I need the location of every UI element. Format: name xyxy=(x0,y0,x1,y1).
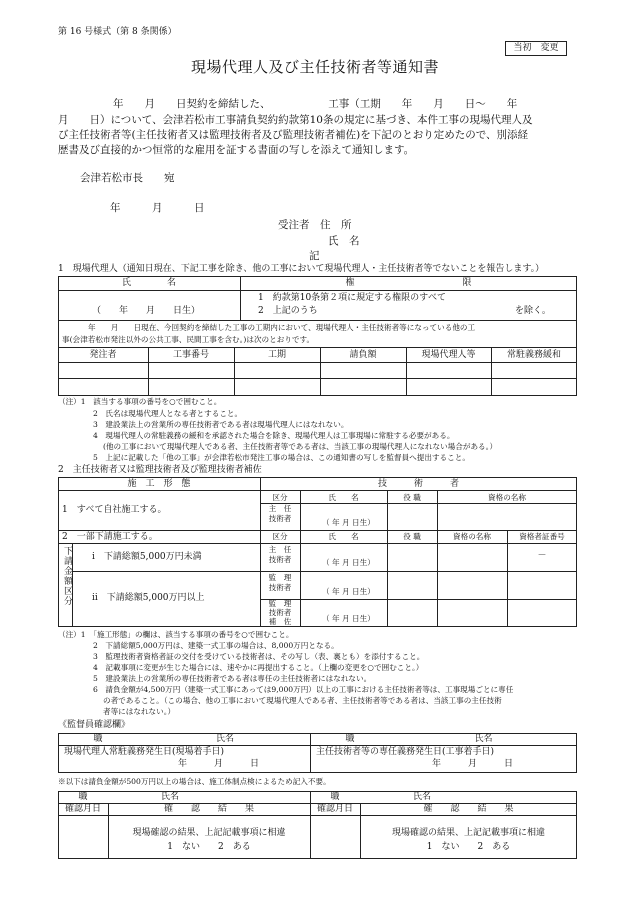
col-resident-relief: 常駐義務緩和 xyxy=(506,350,561,360)
ki-label: 記 xyxy=(309,250,320,262)
result-options-left[interactable]: 1 ない 2 ある xyxy=(167,842,251,852)
col-site-agent: 現場代理人等 xyxy=(421,350,476,360)
option-subcontract[interactable]: 2 一部下請施工する。 xyxy=(62,532,158,542)
resident-duty-date-label: 現場代理人常駐義務発生日(現場着手日) xyxy=(64,747,225,757)
birth-2[interactable]: （ 年 月 日生） xyxy=(322,558,375,567)
subcontract-amount-label: 下請金額区分 xyxy=(62,546,72,606)
section2-heading: 2 主任技術者又は監理技術者及び監理技術者補佐 xyxy=(58,465,262,475)
chief-engineer-label-2: 主 任 技術者 xyxy=(268,545,292,564)
status-options[interactable]: 当初 変更 xyxy=(505,41,567,56)
contractor-address-label: 受注者 住 所 xyxy=(278,219,352,231)
supervising-assistant-label: 監 理 技術者 補 佐 xyxy=(268,599,292,627)
qual-header-1: 資格の名称 xyxy=(488,493,526,502)
note1-1: （注）1 該当する事項の番号を○で囲むこと。 xyxy=(58,397,222,406)
inspection-name-right: 氏名 xyxy=(412,792,431,802)
inspection-post-left: 職 xyxy=(78,792,88,802)
supervisor-heading: 《監督員確認欄》 xyxy=(58,720,131,730)
supervising-engineer-label: 監 理 技術者 xyxy=(268,573,292,592)
result-text-left: 現場確認の結果、上記記載事項に相違 xyxy=(132,828,286,838)
authority-option-1[interactable]: 1 約款第10条第２項に規定する権限のすべて xyxy=(258,293,446,303)
form-number: 第 16 号様式（第 8 条関係） xyxy=(58,27,177,37)
addressee: 会津若松市長 宛 xyxy=(80,172,175,184)
check-result-header-right: 確 認 結 果 xyxy=(423,804,514,814)
date-line: 年 月 日 xyxy=(110,202,205,214)
col-amount: 請負額 xyxy=(349,350,377,360)
authority-option-2[interactable]: 2 上記のうち xyxy=(258,306,318,316)
check-result-header-left: 確 認 結 果 xyxy=(163,804,254,814)
note1-4: 4 現場代理人の常駐義務の緩和を承認された場合を除き、現場代理人は工事現場に常駐する必要がある。 xyxy=(93,431,455,440)
check-date-left: 確認月日 xyxy=(64,804,101,814)
contractor-name-label: 氏 名 xyxy=(328,235,360,247)
role-header-1: 役 職 xyxy=(403,493,421,502)
cert-dash: － xyxy=(537,551,547,561)
supervisor-post-right: 職 xyxy=(345,734,355,744)
other-work-line-1: 年 月 日現在、今回契約を締結した工事の工期内において、現場代理人・主任技術者等になっている他の工 xyxy=(88,323,476,332)
exclusive-duty-date[interactable]: 年 月 日 xyxy=(432,759,514,769)
col-work-number: 工事番号 xyxy=(172,350,209,360)
supervisor-post-left: 職 xyxy=(93,734,103,744)
qual-header-2: 資格の名称 xyxy=(453,532,491,541)
intro-line-3: び主任技術者等(主任技術者又は監理技術者及び監理技術者補佐)を下記のとおり定めたので、別添経 xyxy=(58,129,528,141)
col-period: 工期 xyxy=(267,350,286,360)
intro-line-4: 歴書及び直接的かつ恒常的な雇用を証する書面の写しを添えて通知します。 xyxy=(58,144,415,156)
note2-4: 4 記載事項に変更が生じた場合には、速やかに再提出すること。（上欄の変更を○で囲むこと。） xyxy=(93,663,424,672)
note2-3: 3 監理技術者資格者証の交付を受けている技術者は、その写し（表、裏とも）を添付すること。 xyxy=(93,652,425,661)
birth-3[interactable]: （ 年 月 日生） xyxy=(322,587,375,596)
inspection-name-left: 氏名 xyxy=(160,792,179,802)
engineer-header: 技 術 者 xyxy=(377,479,459,489)
supervisor-name-right: 氏名 xyxy=(474,734,493,744)
agent-birth[interactable]: （ 年 月 日生） xyxy=(92,306,201,316)
chief-engineer-label-1: 主 任 技術者 xyxy=(268,504,292,523)
intro-line-1: 年 月 日契約を締結した、 工事（工期 年 月 日～ 年 xyxy=(113,98,518,110)
birth-4[interactable]: （ 年 月 日生） xyxy=(322,614,375,623)
intro-line-2: 月 日）について、会津若松市工事請負契約約款第10条の規定に基づき、本件工事の現場代理人及 xyxy=(58,114,533,126)
supervisor-name-left: 氏名 xyxy=(215,734,234,744)
note2-5: 5 建設業法上の営業所の専任技術者である者は専任の主任技術者にはなれない。 xyxy=(93,674,372,683)
note2-1: （注）1 「施工形態」の欄は、該当する事項の番号を○で囲むこと。 xyxy=(58,630,294,639)
note1-2: 2 氏名は現場代理人となる者とすること。 xyxy=(93,409,243,418)
cert-header: 資格者証番号 xyxy=(519,532,565,541)
note1-4b: (他の工事において現場代理人である者、主任技術者等である者は、当該工事の現場代理人になれない場合がある。） xyxy=(103,442,498,451)
authority-exclude: を除く。 xyxy=(515,306,551,316)
agent-name-header: 氏 名 xyxy=(121,278,176,288)
form-header: 施 工 形 態 xyxy=(127,479,191,489)
name-header-2: 氏 名 xyxy=(328,532,359,541)
note2-6c: 者等にはなれない。） xyxy=(103,707,176,716)
inspection-note: ※以下は請負金額が500万円以上の場合は、施工体制点検によるため記入不要。 xyxy=(58,777,331,786)
exclusive-duty-date-label: 主任技術者等の専任義務発生日(工事着手日) xyxy=(316,747,495,757)
birth-1[interactable]: （ 年 月 日生） xyxy=(322,518,375,527)
result-options-right[interactable]: 1 ない 2 ある xyxy=(426,842,511,852)
option-self-construction[interactable]: 1 すべて自社施工する。 xyxy=(62,505,167,515)
note1-3: 3 建設業法上の営業所の専任技術者である者は現場代理人にはなれない。 xyxy=(93,420,349,429)
note1-5: 5 上記に記載した「他の工事」が会津若松市発注工事の場合は、この通知書の写しを監督員へ提出すること。 xyxy=(93,453,470,462)
name-header-1: 氏 名 xyxy=(328,493,359,502)
resident-duty-date[interactable]: 年 月 日 xyxy=(178,759,260,769)
note2-6b: の者であること。（この場合、他の工事において現場代理人である者、主任技術者等である者は、当該工事の主任技術 xyxy=(103,696,502,705)
note2-6: 6 請負金額が4,500万円（建築一式工事にあっては9,000万円）以上の工事における主任技術者等は、工事現場ごとに専任 xyxy=(93,685,514,694)
inspection-post-right: 職 xyxy=(330,792,340,802)
check-date-right: 確認月日 xyxy=(316,804,353,814)
role-header-2: 役 職 xyxy=(403,532,421,541)
option-over-50m[interactable]: ⅱ 下請総額5,000万円以上 xyxy=(92,593,205,603)
section1-heading: 1 現場代理人（通知日現在、下記工事を除き、他の工事において現場代理人・主任技術者等でないことを報告します。） xyxy=(58,264,545,274)
agent-authority-header: 権 限 xyxy=(345,278,472,288)
kubun-header-2: 区分 xyxy=(272,532,288,541)
col-orderer: 発注者 xyxy=(89,350,117,360)
kubun-header-1: 区分 xyxy=(272,493,288,502)
option-under-50m[interactable]: ⅰ 下請総額5,000万円未満 xyxy=(92,552,202,562)
note2-2: 2 下請総額5,000万円は、建築一式工事の場合は、8,000万円となる。 xyxy=(93,641,339,650)
document-title: 現場代理人及び主任技術者等通知書 xyxy=(190,58,439,76)
other-work-line-2: 事(会津若松市発注以外の公共工事、民間工事を含む。)は次のとおりです。 xyxy=(62,335,315,344)
result-text-right: 現場確認の結果、上記記載事項に相違 xyxy=(391,828,545,838)
